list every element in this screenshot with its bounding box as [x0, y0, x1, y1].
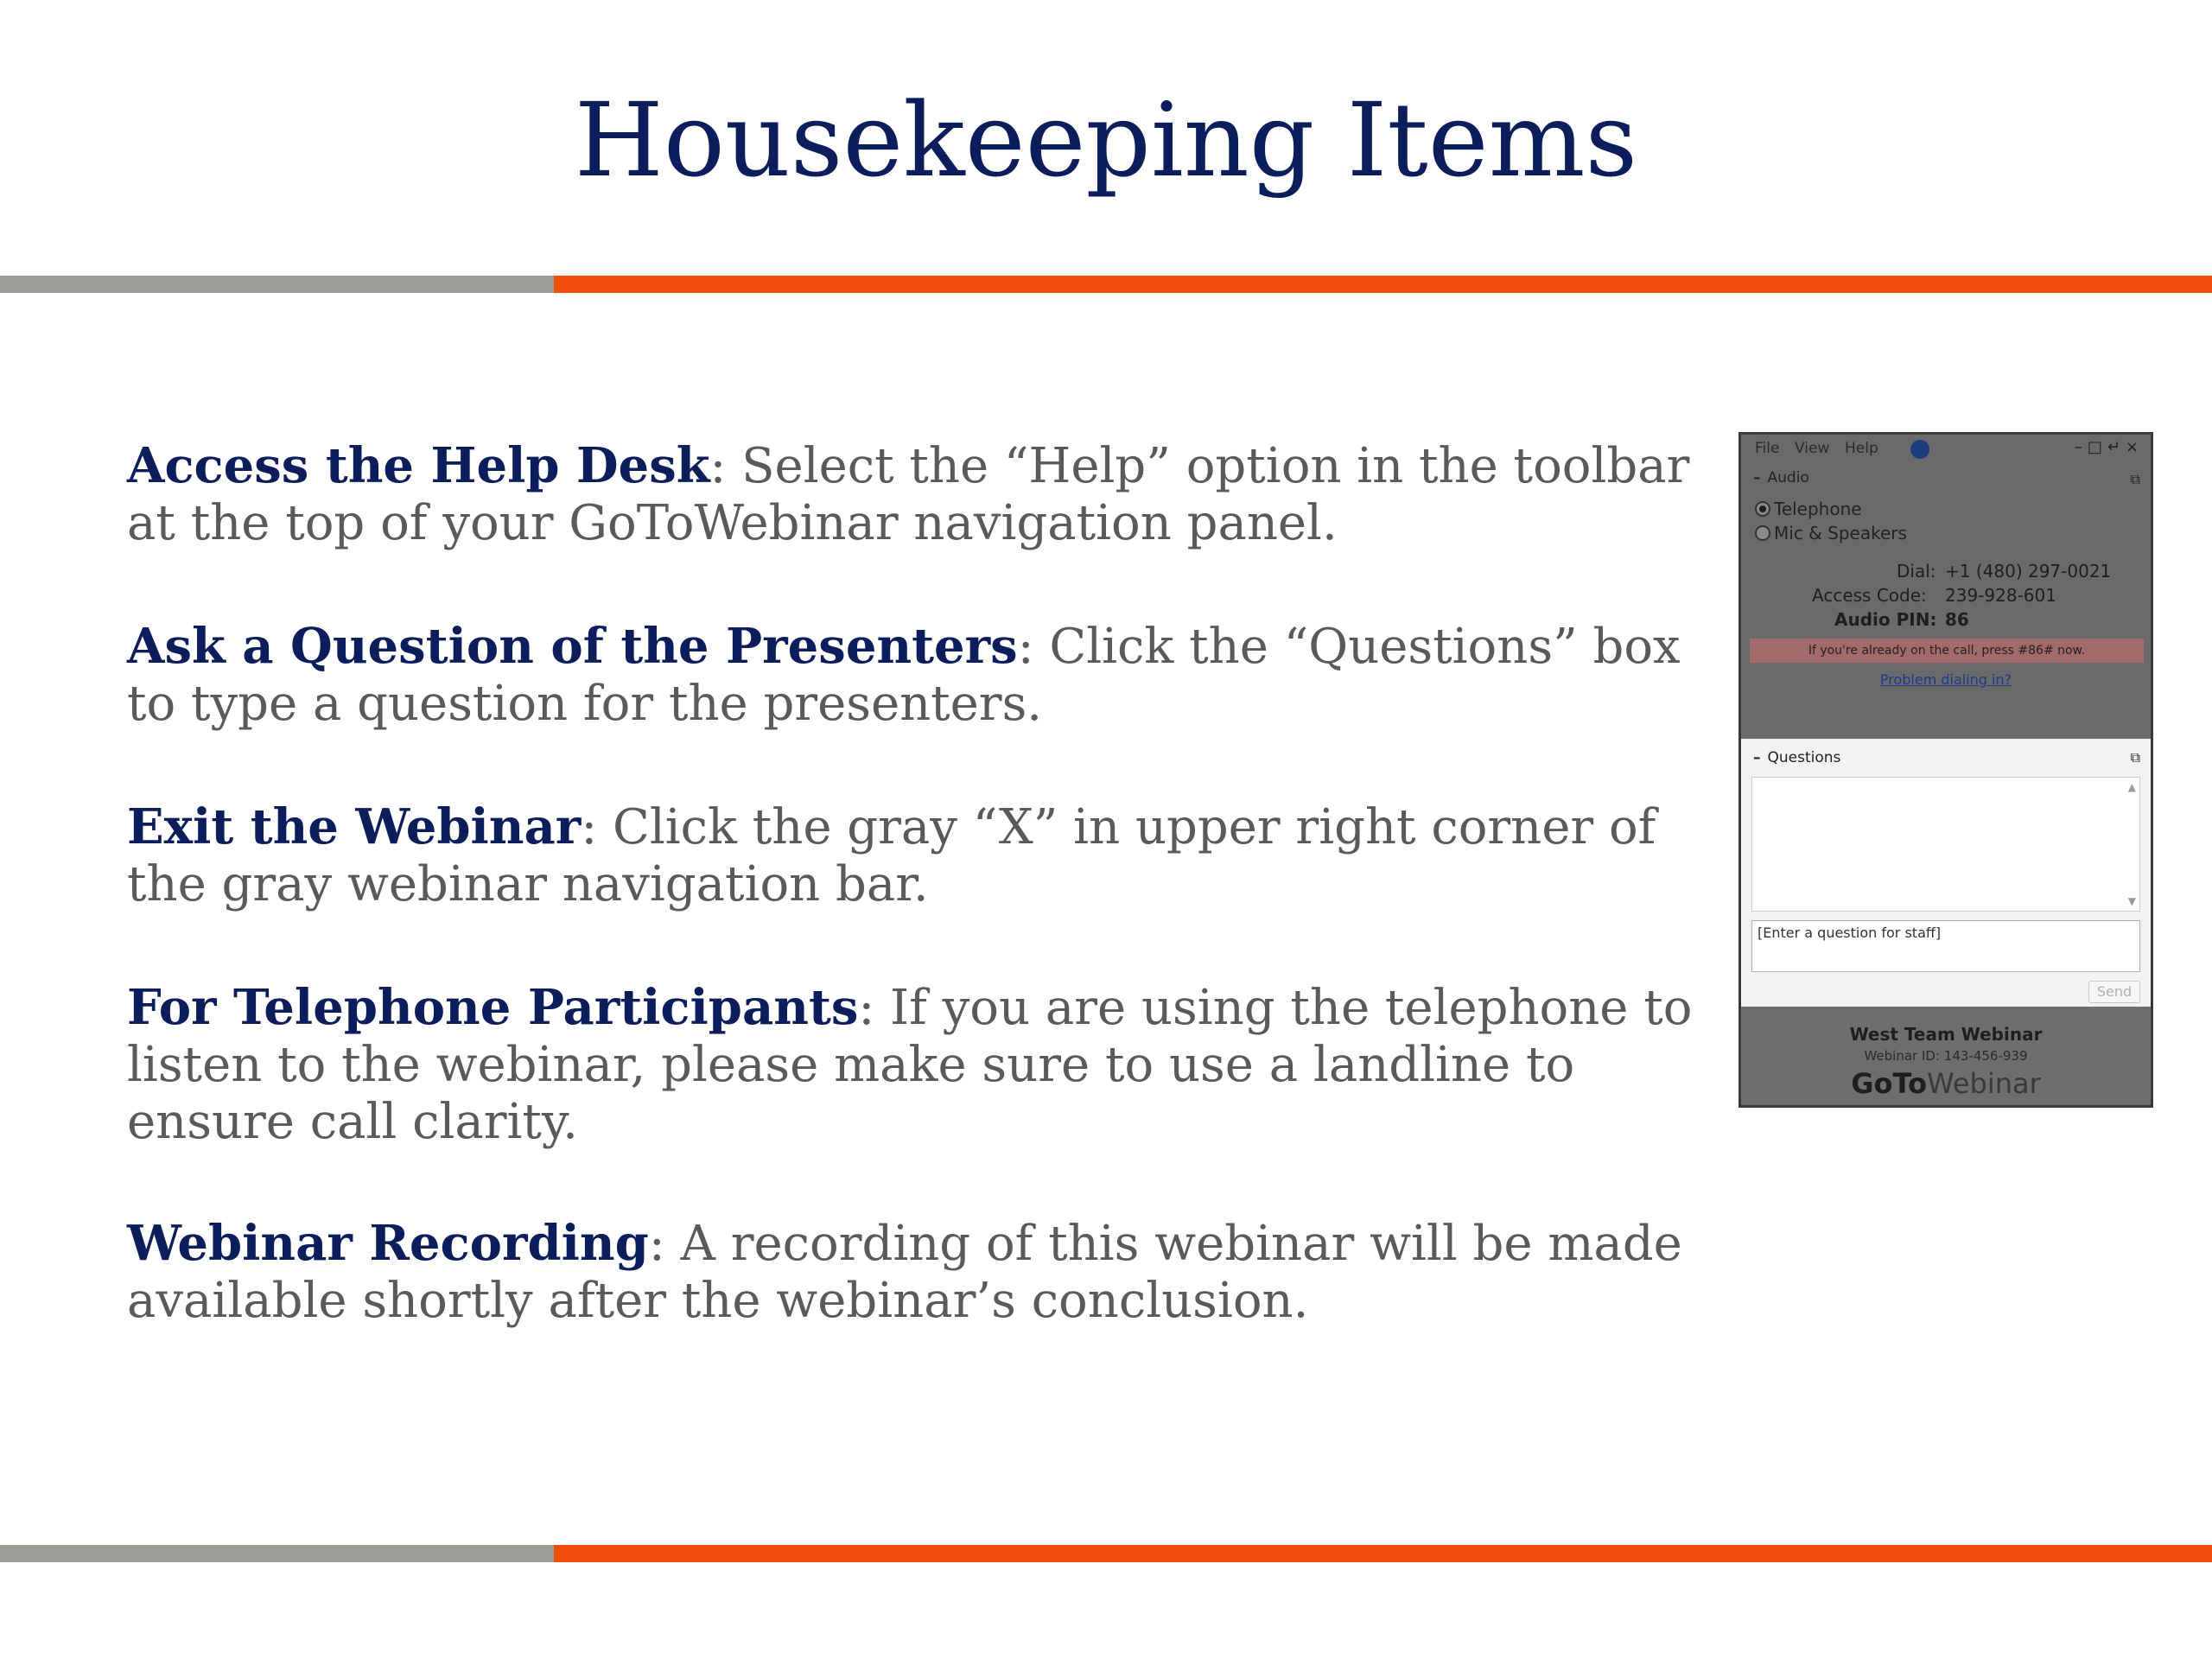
panel-footer	[1741, 1007, 2151, 1105]
menu-file[interactable]: File	[1755, 440, 1780, 457]
dial-label: Dial:	[1897, 561, 1936, 582]
radio-selected-icon	[1755, 501, 1770, 517]
questions-header[interactable]: – Questions	[1753, 749, 1841, 766]
audio-pin-label: Audio PIN:	[1834, 609, 1937, 630]
gotowebinar-panel	[1738, 432, 2153, 1108]
questions-log[interactable]	[1751, 777, 2140, 912]
collapse-icon: –	[1753, 749, 1761, 766]
popout-icon[interactable]: ⧉	[2130, 471, 2140, 487]
item-heading: Access the Help Desk	[127, 437, 710, 494]
item-text: : Select the “Help” option in the toolbar at the top of your GoToWebinar navigation panel.	[127, 438, 1690, 551]
audio-option-telephone[interactable]: Telephone	[1755, 499, 1862, 519]
problem-dialing-link[interactable]: Problem dialing in?	[1879, 671, 2012, 688]
item-heading: Webinar Recording	[127, 1215, 649, 1272]
item-heading: Ask a Question of the Presenters	[127, 618, 1018, 675]
item-text: : If you are using the telephone to listen to the webinar, please make sure to use a landline to ensure call clarity.	[127, 980, 1693, 1150]
access-code-label: Access Code:	[1812, 585, 1927, 606]
bottom-divider	[0, 1545, 2212, 1562]
item-text: : Click the gray “X” in upper right corner of the gray webinar navigation bar.	[127, 799, 1656, 912]
list-item	[127, 798, 1700, 913]
panel-menubar	[1741, 435, 2151, 462]
question-input[interactable]: [Enter a question for staff]	[1751, 920, 2140, 972]
top-divider-orange	[554, 276, 2212, 293]
globe-icon[interactable]	[1910, 440, 1929, 459]
item-text: : A recording of this webinar will be made available shortly after the webinar’s conclusion.	[127, 1216, 1682, 1329]
audio-header[interactable]: – Audio	[1753, 469, 1809, 486]
list-item	[127, 618, 1700, 733]
scroll-down-icon[interactable]: ▼	[2127, 895, 2136, 907]
menu-view[interactable]: View	[1795, 440, 1830, 457]
send-button[interactable]: Send	[2088, 981, 2140, 1003]
item-text: : Click the “Questions” box to type a question for the presenters.	[127, 619, 1681, 732]
questions-section	[1741, 739, 2151, 1007]
top-divider-gray	[0, 276, 554, 293]
page-title: Housekeeping Items	[574, 80, 1638, 200]
item-heading: Exit the Webinar	[127, 798, 582, 855]
scroll-up-icon[interactable]: ▲	[2127, 781, 2136, 793]
menu-help[interactable]: Help	[1845, 440, 1878, 457]
audio-pin-value: 86	[1945, 609, 1969, 630]
radio-icon	[1755, 525, 1770, 541]
popout-icon[interactable]: ⧉	[2130, 749, 2140, 766]
list-item	[127, 1215, 1700, 1330]
gotowebinar-logo: GoToWebinar	[1851, 1067, 2041, 1100]
dial-value: +1 (480) 297-0021	[1945, 561, 2112, 582]
list-item	[127, 437, 1700, 552]
item-heading: For Telephone Participants	[127, 979, 859, 1036]
window-controls[interactable]: –□↵×	[2074, 438, 2144, 456]
bottom-divider-orange	[554, 1545, 2212, 1562]
audio-option-mic-speakers[interactable]: Mic & Speakers	[1755, 523, 1907, 543]
collapse-icon: –	[1753, 469, 1761, 486]
webinar-name: West Team Webinar	[1849, 1024, 2043, 1045]
access-code-value: 239-928-601	[1945, 585, 2056, 606]
list-item	[127, 979, 1700, 1151]
top-divider	[0, 276, 2212, 293]
bottom-divider-gray	[0, 1545, 554, 1562]
webinar-id: Webinar ID: 143-456-939	[1864, 1048, 2028, 1064]
audio-pin-notice: If you're already on the call, press #86# now.	[1750, 639, 2144, 663]
